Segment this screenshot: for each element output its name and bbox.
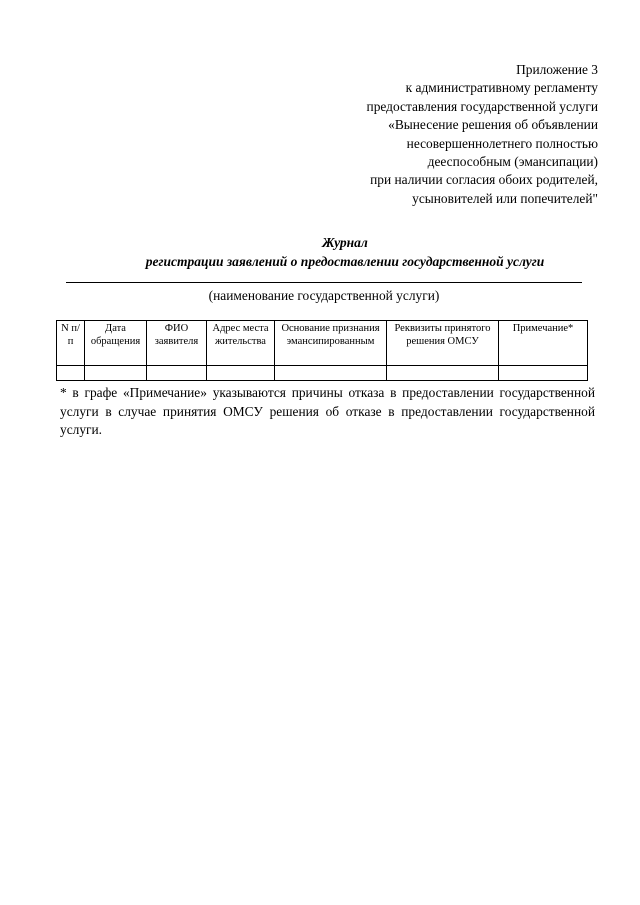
appendix-line: «Вынесение решения об объявлении: [388, 117, 598, 133]
appendix-line: несовершеннолетнего полностью: [406, 135, 598, 151]
appendix-line: к административному регламенту: [405, 80, 598, 96]
table-cell: [275, 366, 387, 381]
service-name-line: [66, 282, 582, 283]
title-line-2: регистрации заявлений о предоставлении государственной услуги: [145, 254, 545, 269]
title-line-1: Журнал: [322, 235, 368, 250]
column-header: Реквизиты принятого решения ОМСУ: [387, 321, 499, 366]
appendix-header: [298, 61, 598, 208]
column-header: Основание признания эмансипированным: [275, 321, 387, 366]
service-name-caption: (наименование государственной услуги): [208, 288, 440, 303]
table-row: [57, 366, 588, 381]
appendix-line: предоставления государственной услуги: [366, 98, 598, 114]
appendix-line: дееспособным (эмансипации): [427, 154, 598, 170]
column-header: Дата обращения: [85, 321, 147, 366]
column-header: Примечание*: [499, 321, 588, 366]
footnote: * в графе «Примечание» указываются причины отказа в предоставлении государственной услуги в случае принятия ОМСУ решения об отказе в предоставлении государственной услуги.: [60, 385, 595, 437]
column-header: Адрес места жительства: [207, 321, 275, 366]
table-header-row: [57, 321, 588, 366]
column-header: N п/п: [57, 321, 85, 366]
table-cell: [147, 366, 207, 381]
appendix-line: усыновителей или попечителей": [412, 190, 598, 206]
journal-title: [60, 233, 630, 271]
table-cell: [207, 366, 275, 381]
appendix-line: при наличии согласия обоих родителей,: [370, 172, 598, 188]
table-cell: [85, 366, 147, 381]
table-cell: [57, 366, 85, 381]
appendix-line: Приложение 3: [516, 62, 598, 77]
column-header: ФИО заявителя: [147, 321, 207, 366]
journal-table: [56, 320, 588, 381]
table-cell: [387, 366, 499, 381]
table-cell: [499, 366, 588, 381]
